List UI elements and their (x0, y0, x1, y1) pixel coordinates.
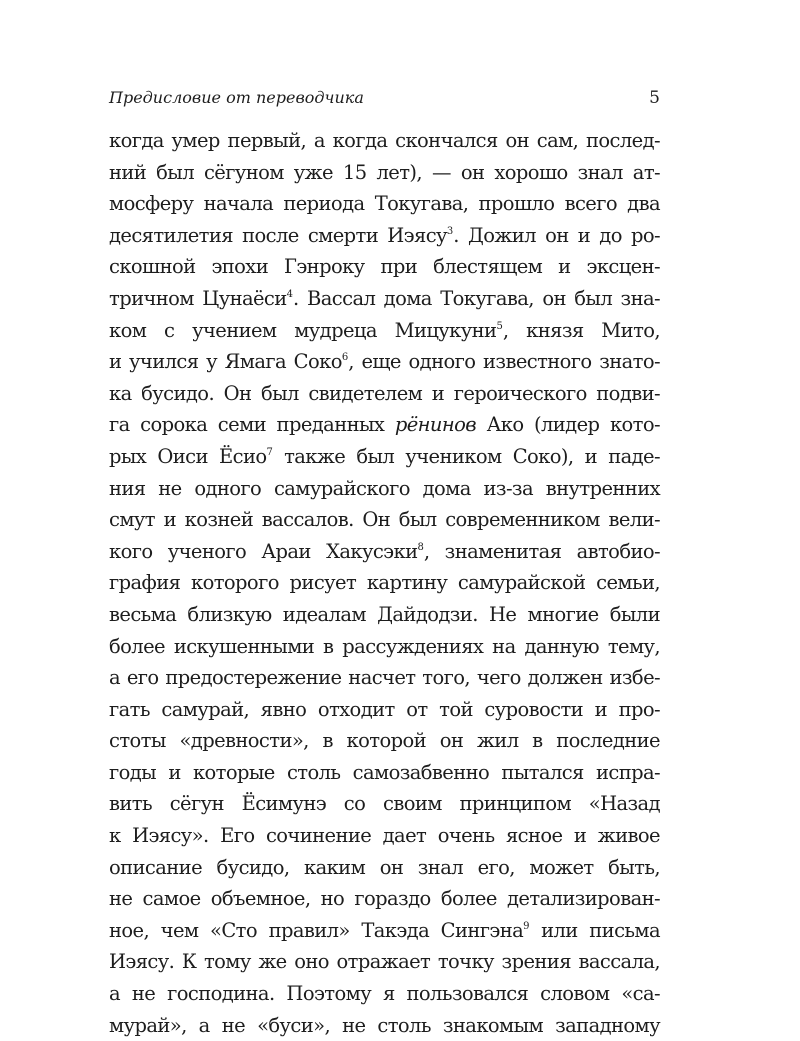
text-line (109, 725, 660, 757)
text-line-segment: а не господина. Поэтому я пользовался словом «са- (109, 982, 660, 1006)
text-line-segment: тричном Цунаёси (109, 286, 287, 310)
text-line-segment: когда умер первый, а когда скончался он сам, послед- (109, 129, 660, 152)
text-line-segment: также был учеником Соко), и паде- (272, 444, 660, 468)
text-line (109, 978, 660, 1010)
text-line-segment: весьма близкую идеалам Дайдодзи. Не многие были (109, 602, 660, 626)
text-line-segment: стоты «древности», в которой он жил в последние (109, 729, 660, 753)
text-line-segment: Иэясу. К тому же оно отражает точку зрения вассала, (109, 950, 660, 974)
footnote-marker[interactable]: 4 (286, 288, 294, 300)
text-line (109, 157, 660, 189)
running-title: Предисловие от переводчика (109, 88, 364, 107)
text-line-segment: смут и козней вассалов. Он был современником вели- (109, 508, 660, 532)
text-line-segment: . Вассал дома Токугава, он был зна- (293, 286, 660, 310)
text-line-segment: гать самурай, явно отходит от той суровости и про- (109, 697, 660, 721)
text-line-segment: рых Оиси Ёсио (109, 444, 267, 468)
text-line-segment: . Дожил он и до ро- (453, 223, 660, 247)
text-line (109, 946, 660, 978)
text-line-segment: ком с учением мудреца Мицукуни (109, 318, 497, 342)
text-line-segment: мосферу начала периода Токугава, прошло всего два (109, 192, 660, 216)
text-line (109, 631, 660, 663)
text-line-segment: графия которого рисует картину самурайской семьи, (109, 571, 660, 595)
text-line (109, 473, 660, 505)
text-line (109, 567, 660, 599)
text-line-segment: , князя Мито, (502, 318, 660, 342)
text-line-segment: или письма (529, 918, 660, 942)
text-line (109, 251, 660, 283)
italic-term: рёнинов (394, 413, 477, 437)
text-line (109, 599, 660, 631)
text-line (109, 1010, 660, 1041)
text-line (109, 315, 660, 347)
text-line-segment: не самое объемное, но гораздо более детализирован- (109, 887, 660, 911)
text-line (109, 283, 660, 315)
text-line (109, 820, 660, 852)
text-line-segment: скошной эпохи Гэнроку при блестящем и эксцен- (109, 255, 660, 279)
page-number: 5 (649, 88, 660, 108)
text-line (109, 662, 660, 694)
text-line-segment: к Иэясу». Его сочинение дает очень ясное и живое (109, 824, 660, 848)
text-line (109, 883, 660, 915)
text-line (109, 504, 660, 536)
text-line-segment: вить сёгун Ёсимунэ со своим принципом «Назад (109, 792, 660, 816)
text-line (109, 852, 660, 884)
footnote-marker[interactable]: 9 (523, 920, 530, 932)
text-line (109, 409, 660, 441)
text-line-segment: га сорока семи преданных (109, 413, 395, 437)
text-line-segment: а его предостережение насчет того, чего должен избе- (109, 666, 660, 690)
text-line-segment: описание бусидо, каким он знал его, может быть, (109, 855, 660, 879)
text-line (109, 694, 660, 726)
text-line (109, 220, 660, 252)
text-line-segment: и учился у Ямага Соко (109, 350, 342, 374)
text-line (109, 788, 660, 820)
text-line-segment: годы и которые столь самозабвенно пытался испра- (109, 760, 660, 784)
text-line-segment: кого ученого Араи Хакусэки (109, 539, 418, 563)
text-line-segment: , еще одного известного знато- (348, 350, 660, 374)
footnote-marker[interactable]: 7 (266, 446, 273, 458)
text-line-segment: ное, чем «Сто правил» Такэда Сингэна (109, 918, 524, 942)
footnote-marker[interactable]: 8 (417, 541, 424, 553)
text-line-segment: мурай», а не «буси», не столь знакомым западному (109, 1013, 660, 1037)
text-line-segment: Ако (лидер кото- (476, 413, 660, 437)
footnote-marker[interactable]: 5 (496, 320, 503, 332)
text-line (109, 346, 660, 378)
text-line (109, 125, 660, 157)
text-line (109, 378, 660, 410)
text-line (109, 915, 660, 947)
text-line-segment: , знаменитая автобио- (423, 539, 660, 563)
text-line (109, 188, 660, 220)
footnote-marker[interactable]: 6 (341, 352, 349, 364)
footnote-marker[interactable]: 3 (446, 225, 454, 237)
text-line-segment: десятилетия после смерти Иэясу (109, 223, 447, 247)
running-head (109, 86, 660, 110)
text-line (109, 757, 660, 789)
text-line (109, 536, 660, 568)
text-line (109, 441, 660, 473)
text-line-segment: ний был сёгуном уже 15 лет), — он хорошо знал ат- (109, 160, 660, 184)
text-line-segment: ка бусидо. Он был свидетелем и героического подви- (109, 381, 660, 405)
text-line-segment: более искушенными в рассуждениях на данную тему, (109, 634, 660, 658)
body-text (109, 125, 660, 1041)
text-line-segment: ния не одного самурайского дома из-за внутренних (109, 476, 660, 500)
